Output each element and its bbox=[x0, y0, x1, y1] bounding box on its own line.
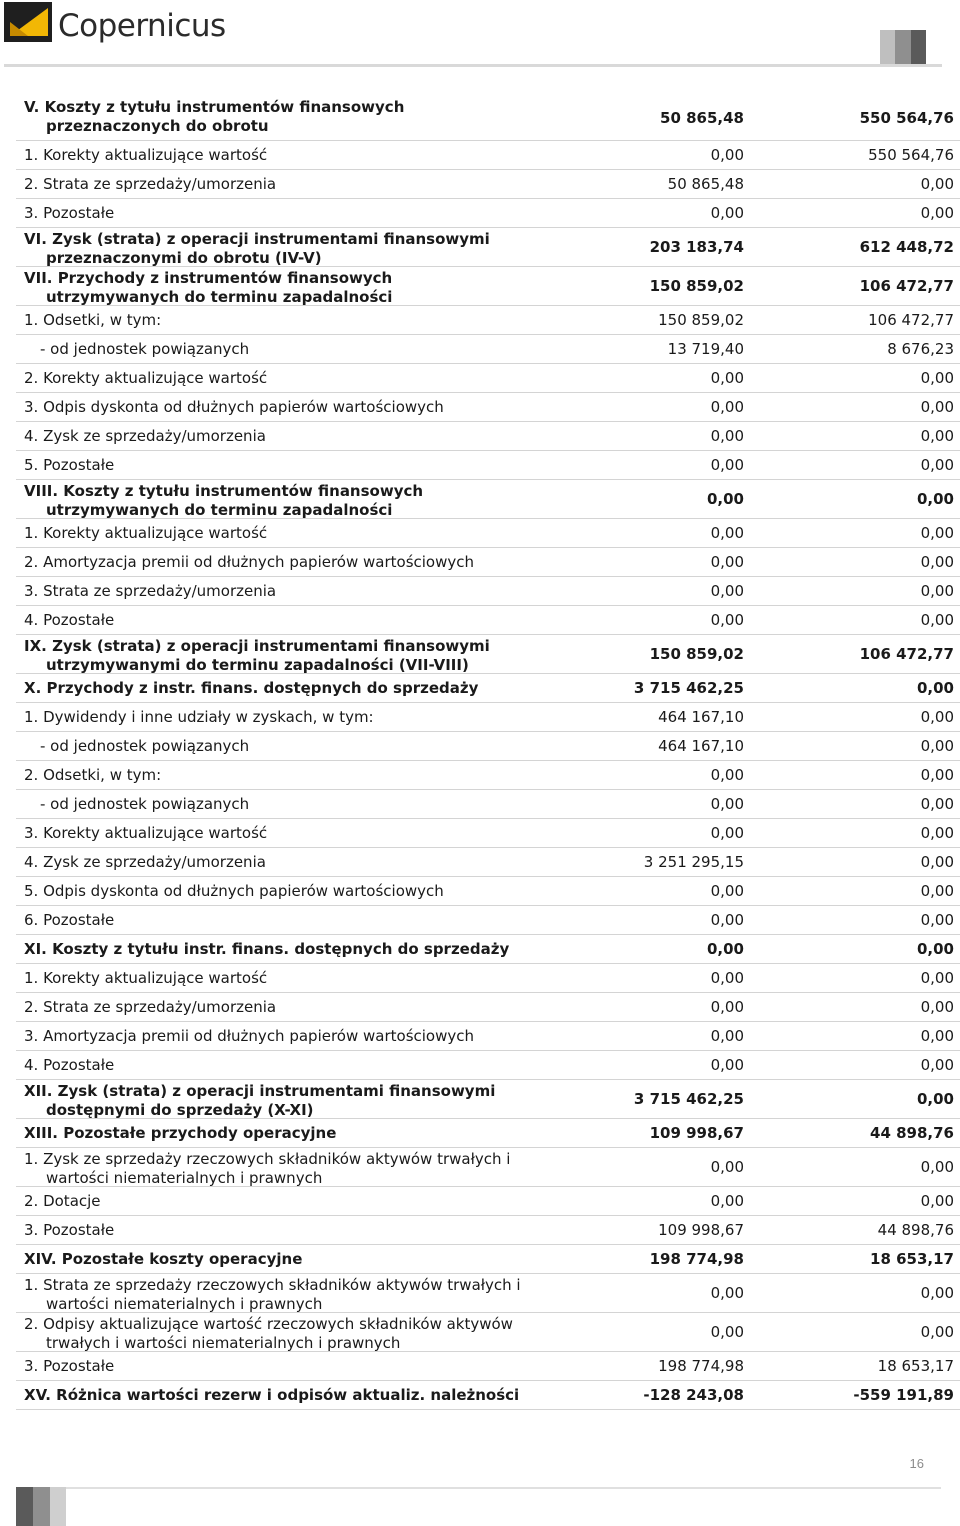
row-label: 4. Pozostałe bbox=[24, 611, 115, 629]
table-row bbox=[16, 819, 960, 848]
row-label: 3. Pozostałe bbox=[24, 1221, 115, 1239]
row-label: 1. Dywidendy i inne udziały w zyskach, w tym: bbox=[24, 708, 374, 726]
value-previous-year: 0,00 bbox=[920, 553, 954, 571]
value-previous-year: 0,00 bbox=[920, 853, 954, 871]
table-row bbox=[16, 877, 960, 906]
row-label: VI. Zysk (strata) z operacji instrumentami finansowymi przeznaczonymi do obrotu (IV-V) bbox=[24, 230, 490, 267]
row-label: 2. Korekty aktualizujące wartość bbox=[24, 369, 268, 387]
table-row bbox=[16, 1313, 960, 1352]
value-current-year: 0,00 bbox=[710, 369, 744, 387]
value-current-year: 0,00 bbox=[706, 490, 744, 508]
row-label: XIV. Pozostałe koszty operacyjne bbox=[24, 1250, 303, 1268]
value-previous-year: 106 472,77 bbox=[859, 645, 954, 663]
value-current-year: -128 243,08 bbox=[643, 1386, 744, 1404]
row-label: IX. Zysk (strata) z operacji instrumentami finansowymi utrzymywanymi do terminu zapadalności (VII-VIII) bbox=[24, 637, 490, 674]
value-current-year: 0,00 bbox=[710, 456, 744, 474]
logo-text: Copernicus bbox=[58, 8, 226, 44]
footer-bar-light bbox=[50, 1487, 66, 1526]
value-current-year: 464 167,10 bbox=[658, 737, 744, 755]
value-previous-year: 8 676,23 bbox=[887, 340, 954, 358]
table-row bbox=[16, 848, 960, 877]
table-row bbox=[16, 635, 960, 674]
value-previous-year: 0,00 bbox=[920, 1158, 954, 1176]
value-previous-year: 0,00 bbox=[920, 524, 954, 542]
row-label: 5. Odpis dyskonta od dłużnych papierów wartościowych bbox=[24, 882, 444, 900]
value-previous-year: 0,00 bbox=[920, 766, 954, 784]
value-previous-year: 0,00 bbox=[920, 611, 954, 629]
value-current-year: 109 998,67 bbox=[658, 1221, 744, 1239]
value-previous-year: 0,00 bbox=[920, 427, 954, 445]
row-label: XI. Koszty z tytułu instr. finans. dostępnych do sprzedaży bbox=[24, 940, 510, 958]
value-current-year: 0,00 bbox=[706, 940, 744, 958]
value-current-year: 150 859,02 bbox=[649, 645, 744, 663]
table-row bbox=[16, 96, 960, 141]
row-label: 3. Strata ze sprzedaży/umorzenia bbox=[24, 582, 277, 600]
row-label: 1. Zysk ze sprzedaży rzeczowych składników aktywów trwałych i wartości niematerialnych i prawnych bbox=[24, 1150, 511, 1187]
value-current-year: 0,00 bbox=[710, 1056, 744, 1074]
row-label: 6. Pozostałe bbox=[24, 911, 115, 929]
value-previous-year: 0,00 bbox=[920, 369, 954, 387]
value-current-year: 0,00 bbox=[710, 911, 744, 929]
table-row bbox=[16, 790, 960, 819]
value-previous-year: 18 653,17 bbox=[870, 1250, 954, 1268]
row-label: - od jednostek powiązanych bbox=[40, 737, 250, 755]
value-current-year: 0,00 bbox=[710, 1158, 744, 1176]
row-label: 2. Odpisy aktualizujące wartość rzeczowych składników aktywów trwałych i wartości niematerialnych i prawnych bbox=[24, 1315, 513, 1352]
table-row bbox=[16, 422, 960, 451]
row-label: 1. Strata ze sprzedaży rzeczowych składników aktywów trwałych i wartości niematerialnych i prawnych bbox=[24, 1276, 521, 1313]
footer-rule bbox=[16, 1487, 941, 1489]
value-current-year: 0,00 bbox=[710, 969, 744, 987]
row-label: XV. Różnica wartości rezerw i odpisów aktualiz. należności bbox=[24, 1386, 520, 1404]
row-label: VII. Przychody z instrumentów finansowych utrzymywanych do terminu zapadalności bbox=[24, 269, 393, 306]
value-current-year: 0,00 bbox=[710, 1192, 744, 1210]
row-label: 3. Pozostałe bbox=[24, 204, 115, 222]
row-label: 2. Odsetki, w tym: bbox=[24, 766, 162, 784]
row-label: V. Koszty z tytułu instrumentów finansowych przeznaczonych do obrotu bbox=[24, 98, 405, 135]
value-previous-year: 0,00 bbox=[916, 490, 954, 508]
table-row bbox=[16, 393, 960, 422]
row-label: 1. Korekty aktualizujące wartość bbox=[24, 969, 268, 987]
header-bar-dark bbox=[911, 30, 926, 66]
header-rule bbox=[4, 64, 942, 67]
value-current-year: 0,00 bbox=[710, 795, 744, 813]
value-current-year: 0,00 bbox=[710, 611, 744, 629]
table-row bbox=[16, 548, 960, 577]
value-current-year: 150 859,02 bbox=[658, 311, 744, 329]
value-current-year: 109 998,67 bbox=[649, 1124, 744, 1142]
value-previous-year: 0,00 bbox=[920, 398, 954, 416]
value-current-year: 0,00 bbox=[710, 1284, 744, 1302]
table-row bbox=[16, 451, 960, 480]
row-label: X. Przychody z instr. finans. dostępnych do sprzedaży bbox=[24, 679, 479, 697]
row-label: - od jednostek powiązanych bbox=[40, 340, 250, 358]
header-bar-light bbox=[880, 30, 895, 66]
value-current-year: 0,00 bbox=[710, 524, 744, 542]
table-row bbox=[16, 1245, 960, 1274]
value-current-year: 203 183,74 bbox=[649, 238, 744, 256]
financial-statement-table bbox=[16, 96, 960, 1410]
value-previous-year: 0,00 bbox=[920, 1284, 954, 1302]
table-row bbox=[16, 1022, 960, 1051]
row-label: 3. Korekty aktualizujące wartość bbox=[24, 824, 268, 842]
row-label: 2. Dotacje bbox=[24, 1192, 101, 1210]
table-row bbox=[16, 606, 960, 635]
value-current-year: 464 167,10 bbox=[658, 708, 744, 726]
row-label: 1. Korekty aktualizujące wartość bbox=[24, 146, 268, 164]
value-current-year: 0,00 bbox=[710, 553, 744, 571]
header-bar-mid bbox=[895, 30, 911, 66]
value-previous-year: 0,00 bbox=[920, 882, 954, 900]
value-previous-year: 0,00 bbox=[920, 737, 954, 755]
table-row bbox=[16, 1274, 960, 1313]
value-previous-year: 0,00 bbox=[920, 998, 954, 1016]
footer-bar-dark bbox=[16, 1487, 33, 1526]
value-previous-year: 0,00 bbox=[920, 582, 954, 600]
value-previous-year: 0,00 bbox=[920, 456, 954, 474]
value-previous-year: 0,00 bbox=[916, 940, 954, 958]
value-current-year: 150 859,02 bbox=[649, 277, 744, 295]
value-previous-year: 0,00 bbox=[920, 911, 954, 929]
value-previous-year: 0,00 bbox=[920, 824, 954, 842]
row-label: 2. Amortyzacja premii od dłużnych papierów wartościowych bbox=[24, 553, 475, 571]
value-current-year: 0,00 bbox=[710, 146, 744, 164]
table-row bbox=[16, 964, 960, 993]
table-row bbox=[16, 761, 960, 790]
table-row bbox=[16, 935, 960, 964]
row-label: 4. Zysk ze sprzedaży/umorzenia bbox=[24, 427, 266, 445]
table-row bbox=[16, 170, 960, 199]
table-row bbox=[16, 1119, 960, 1148]
table-row bbox=[16, 1051, 960, 1080]
value-previous-year: 0,00 bbox=[920, 1323, 954, 1341]
value-previous-year: 550 564,76 bbox=[859, 109, 954, 127]
footer-bar-mid bbox=[33, 1487, 50, 1526]
value-current-year: 3 715 462,25 bbox=[633, 1090, 744, 1108]
value-previous-year: 0,00 bbox=[916, 679, 954, 697]
value-previous-year: 0,00 bbox=[916, 1090, 954, 1108]
value-current-year: 0,00 bbox=[710, 204, 744, 222]
table-row bbox=[16, 364, 960, 393]
table-row bbox=[16, 1080, 960, 1119]
value-previous-year: 0,00 bbox=[920, 1027, 954, 1045]
table-row bbox=[16, 577, 960, 606]
value-previous-year: 44 898,76 bbox=[870, 1124, 954, 1142]
value-current-year: 0,00 bbox=[710, 582, 744, 600]
value-current-year: 198 774,98 bbox=[649, 1250, 744, 1268]
row-label: 2. Strata ze sprzedaży/umorzenia bbox=[24, 998, 277, 1016]
value-previous-year: 0,00 bbox=[920, 708, 954, 726]
row-label: XIII. Pozostałe przychody operacyjne bbox=[24, 1124, 337, 1142]
value-current-year: 3 251 295,15 bbox=[643, 853, 744, 871]
row-label: VIII. Koszty z tytułu instrumentów finansowych utrzymywanych do terminu zapadalności bbox=[24, 482, 424, 519]
table-row bbox=[16, 703, 960, 732]
value-current-year: 0,00 bbox=[710, 398, 744, 416]
table-row bbox=[16, 1216, 960, 1245]
value-previous-year: 106 472,77 bbox=[868, 311, 954, 329]
value-previous-year: 44 898,76 bbox=[877, 1221, 954, 1239]
page-header bbox=[0, 0, 960, 70]
value-current-year: 50 865,48 bbox=[660, 109, 744, 127]
table-row bbox=[16, 1381, 960, 1410]
page-number: 16 bbox=[909, 1456, 924, 1471]
value-current-year: 0,00 bbox=[710, 1027, 744, 1045]
row-label: - od jednostek powiązanych bbox=[40, 795, 250, 813]
value-previous-year: 0,00 bbox=[920, 795, 954, 813]
value-current-year: 0,00 bbox=[710, 998, 744, 1016]
row-label: 1. Odsetki, w tym: bbox=[24, 311, 162, 329]
table-row bbox=[16, 228, 960, 267]
table-row bbox=[16, 335, 960, 364]
value-previous-year: 612 448,72 bbox=[859, 238, 954, 256]
value-current-year: 0,00 bbox=[710, 1323, 744, 1341]
value-previous-year: 0,00 bbox=[920, 1056, 954, 1074]
row-label: 3. Pozostałe bbox=[24, 1357, 115, 1375]
value-previous-year: 0,00 bbox=[920, 1192, 954, 1210]
value-current-year: 50 865,48 bbox=[667, 175, 744, 193]
table-row bbox=[16, 732, 960, 761]
value-current-year: 198 774,98 bbox=[658, 1357, 744, 1375]
table-row bbox=[16, 267, 960, 306]
value-current-year: 3 715 462,25 bbox=[633, 679, 744, 697]
table-row bbox=[16, 306, 960, 335]
table-row bbox=[16, 993, 960, 1022]
copernicus-logo-icon bbox=[4, 2, 52, 42]
row-label: 4. Zysk ze sprzedaży/umorzenia bbox=[24, 853, 266, 871]
value-previous-year: 18 653,17 bbox=[877, 1357, 954, 1375]
row-label: XII. Zysk (strata) z operacji instrumentami finansowymi dostępnymi do sprzedaży (X-XI) bbox=[24, 1082, 496, 1119]
value-current-year: 13 719,40 bbox=[667, 340, 744, 358]
value-previous-year: 106 472,77 bbox=[859, 277, 954, 295]
value-previous-year: 550 564,76 bbox=[868, 146, 954, 164]
value-current-year: 0,00 bbox=[710, 882, 744, 900]
value-previous-year: -559 191,89 bbox=[853, 1386, 954, 1404]
value-current-year: 0,00 bbox=[710, 824, 744, 842]
row-label: 3. Odpis dyskonta od dłużnych papierów wartościowych bbox=[24, 398, 444, 416]
table-row bbox=[16, 1352, 960, 1381]
table-row bbox=[16, 674, 960, 703]
value-current-year: 0,00 bbox=[710, 766, 744, 784]
row-label: 1. Korekty aktualizujące wartość bbox=[24, 524, 268, 542]
value-previous-year: 0,00 bbox=[920, 204, 954, 222]
row-label: 4. Pozostałe bbox=[24, 1056, 115, 1074]
table-row bbox=[16, 519, 960, 548]
row-label: 3. Amortyzacja premii od dłużnych papierów wartościowych bbox=[24, 1027, 475, 1045]
table-row bbox=[16, 1148, 960, 1187]
table-row bbox=[16, 906, 960, 935]
value-previous-year: 0,00 bbox=[920, 969, 954, 987]
table-row bbox=[16, 199, 960, 228]
row-label: 2. Strata ze sprzedaży/umorzenia bbox=[24, 175, 277, 193]
row-label: 5. Pozostałe bbox=[24, 456, 115, 474]
value-current-year: 0,00 bbox=[710, 427, 744, 445]
table-row bbox=[16, 141, 960, 170]
table-row bbox=[16, 1187, 960, 1216]
value-previous-year: 0,00 bbox=[920, 175, 954, 193]
table-row bbox=[16, 480, 960, 519]
